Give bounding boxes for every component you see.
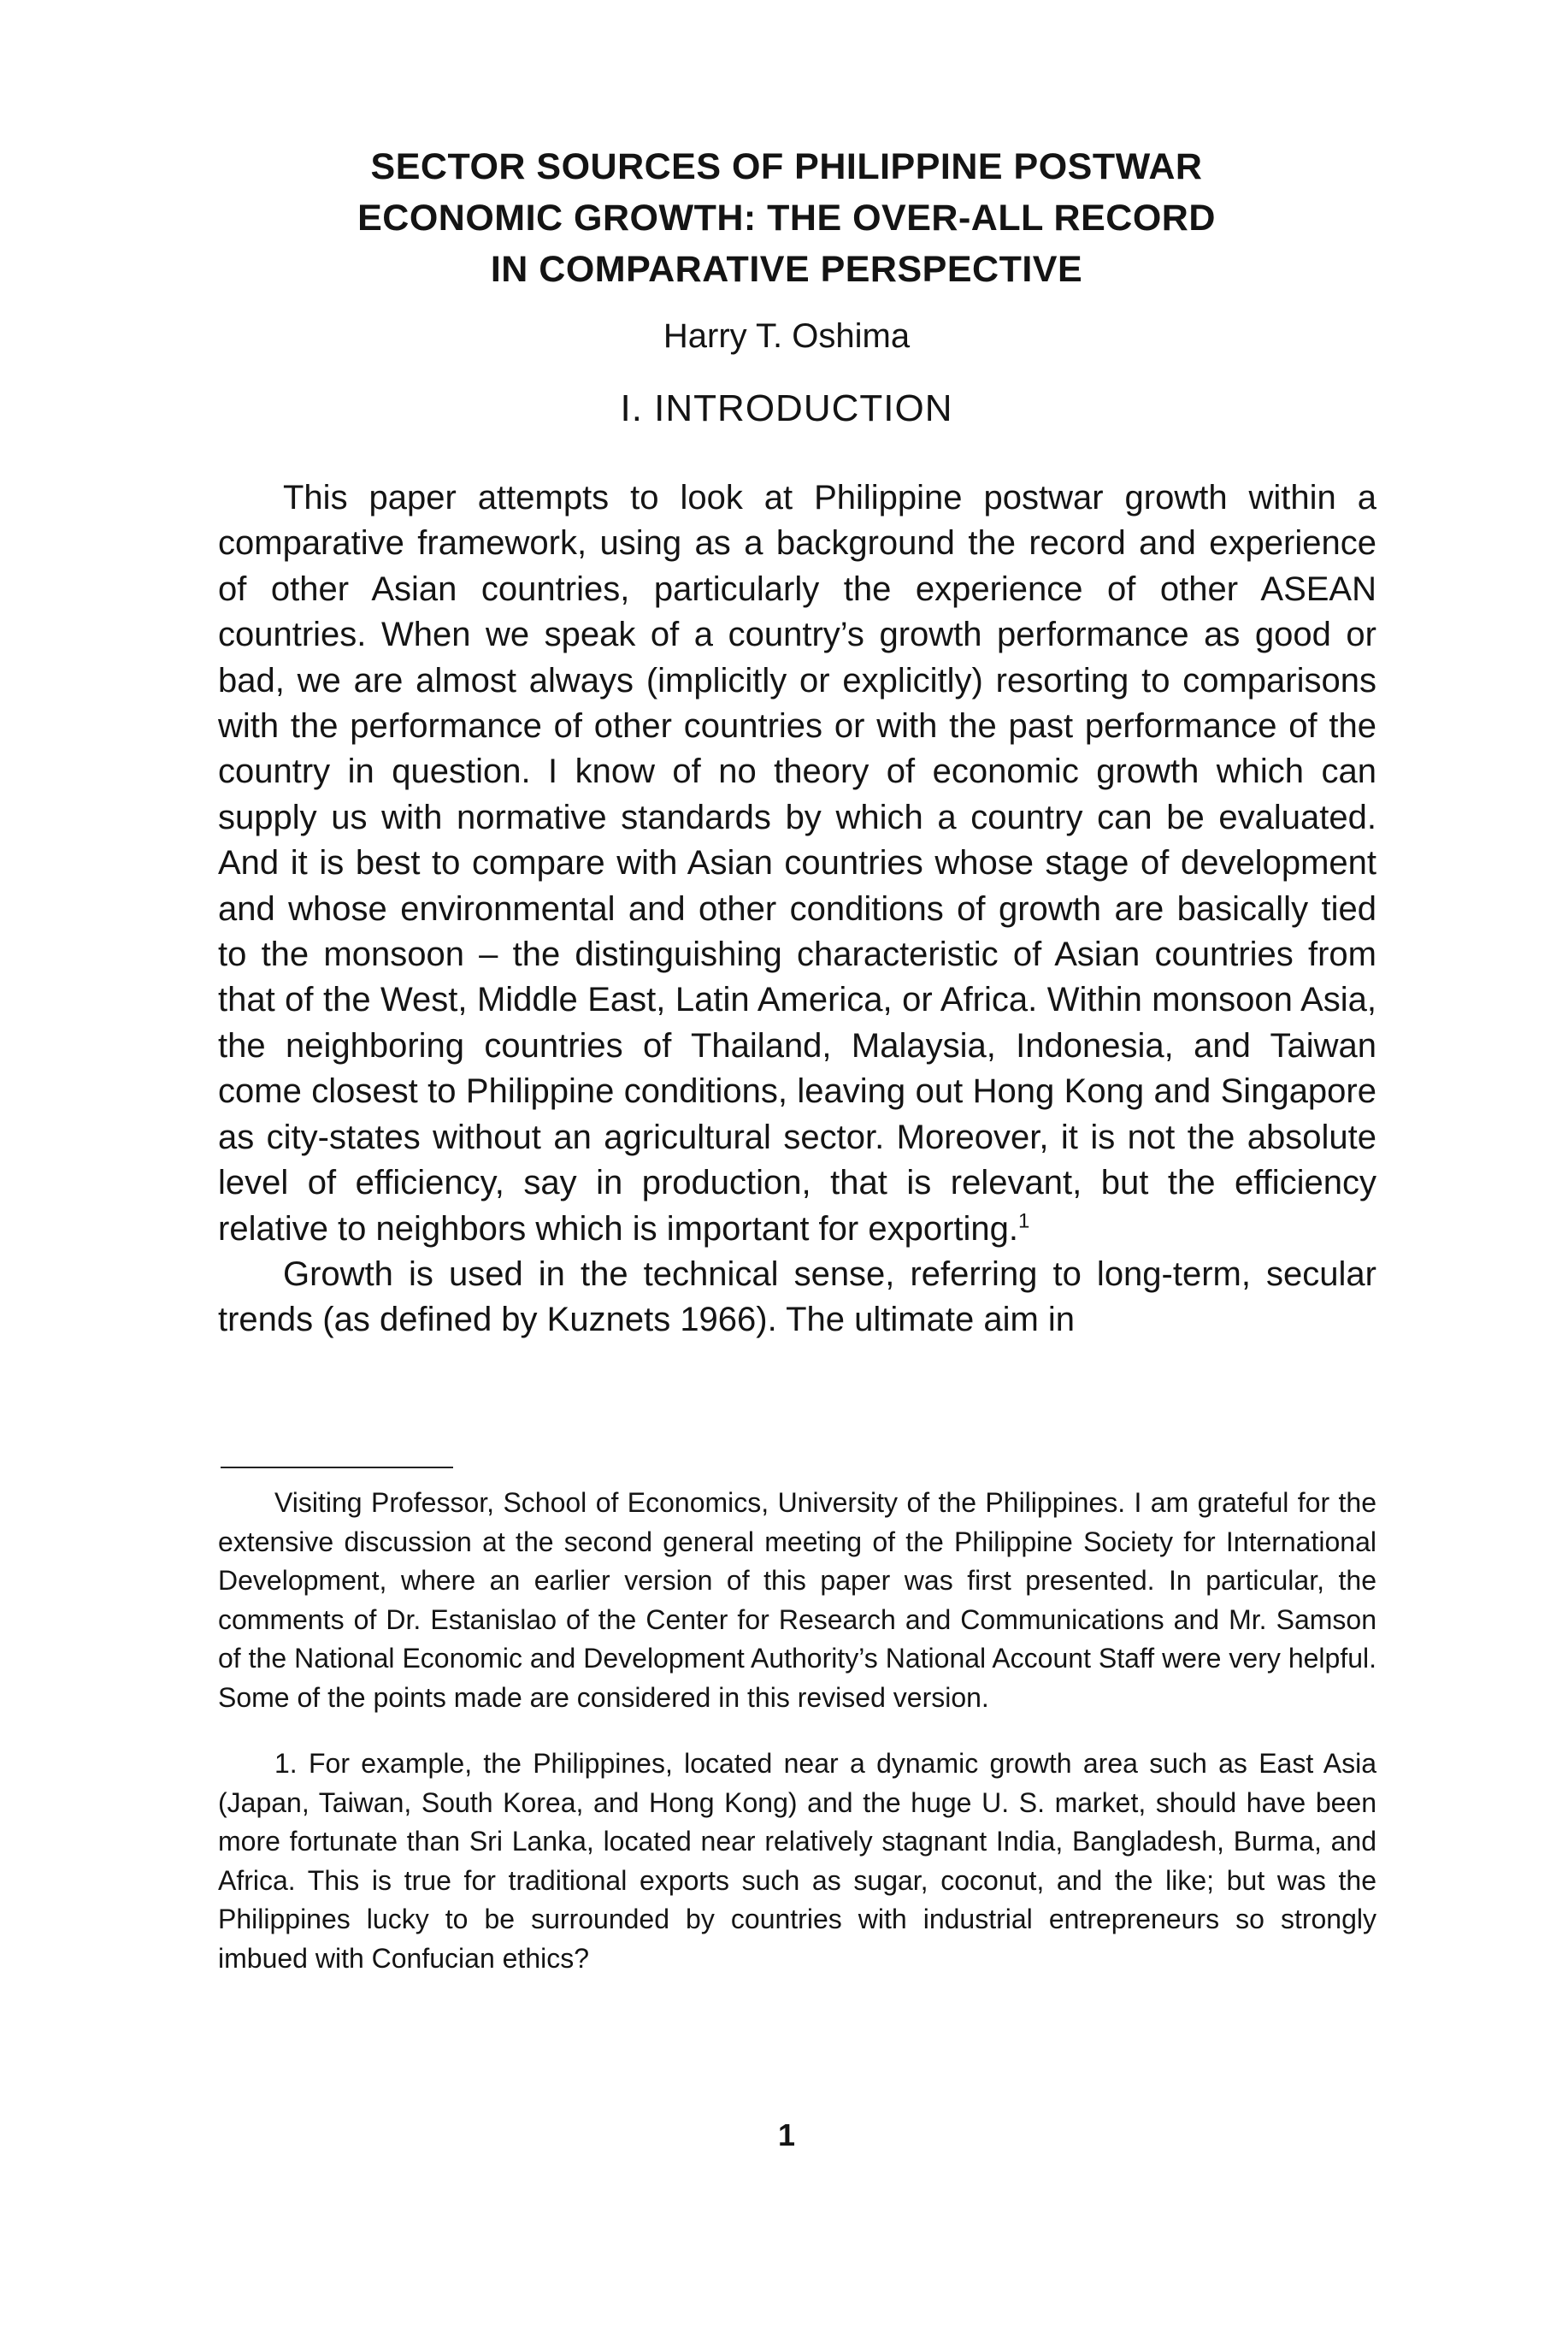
footnote: 1. For example, the Philippines, located near a dynamic growth area such as East Asia (Japan, Taiwan, South Korea, and Hong Kong) and the huge U. S. market, should have been more fortunate than Sri Lanka, located near relatively stagnant India, Bangladesh, Burma, and Africa. This is true for traditional exports such as sugar, coconut, and the like; but was the Philippines lucky to be surrounded by countries with industrial entrepreneurs so strongly imbued with Confucian ethics? (218, 1748, 1376, 1974)
footnote-divider (221, 1467, 453, 1468)
author-note: Visiting Professor, School of Economics, University of the Philippines. I am grateful for the extensive discussion at the second general meeting of the Philippine Society for International Development, where an earlier version of this paper was first presented. In particular, the comments of Dr. Estanislao of the Center for Research and Communications and Mr. Samson of the National Economic and Development Authority’s National Account Staff were very helpful. Some of the points made are considered in this revised version. (218, 1487, 1376, 1713)
footnotes (218, 1484, 1376, 1978)
paragraph-text: This paper attempts to look at Philippine postwar growth within a comparative framework, using as a background the record and experience of other Asian countries, particularly the experience of other ASEAN countries. When we speak of a country’s growth performance as good or bad, we are almost always (implicitly or explicitly) resorting to comparisons with the performance of other countries or with the past performance of the country in question. I know of no theory of economic growth which can supply us with normative standards by which a country can be evaluated. And it is best to compare with Asian countries whose stage of development and whose environmental and other conditions of growth are basically tied to the monsoon – the distinguishing characteristic of Asian countries from that of the West, Middle East, Latin America, or Africa. Within monsoon Asia, the neighboring countries of Thailand, Malaysia, Indonesia, and Taiwan come closest to Philippine conditions, leaving out Hong Kong and Singapore as city-states without an agricultural sector. Moreover, it is not the absolute level of efficiency, say in production, that is relevant, but the efficiency relative to neighbors which is important for exporting. (218, 479, 1376, 1248)
title-line: IN COMPARATIVE PERSPECTIVE (490, 249, 1083, 290)
paper-title (256, 141, 1317, 295)
section-heading: I. INTRODUCTION (620, 387, 953, 429)
title-line: SECTOR SOURCES OF PHILIPPINE POSTWAR (370, 146, 1203, 187)
body-paragraph (218, 475, 1376, 1252)
body-paragraph: Growth is used in the technical sense, referring to long-term, secular trends (as defined by Kuznets 1966). The ultimate aim in (218, 1255, 1376, 1339)
author-name: Harry T. Oshima (663, 317, 911, 355)
body-text (218, 475, 1376, 1343)
page-number: 1 (777, 2117, 796, 2152)
title-line: ECONOMIC GROWTH: THE OVER-ALL RECORD (357, 198, 1216, 239)
footnote-marker: 1 (1018, 1209, 1030, 1233)
